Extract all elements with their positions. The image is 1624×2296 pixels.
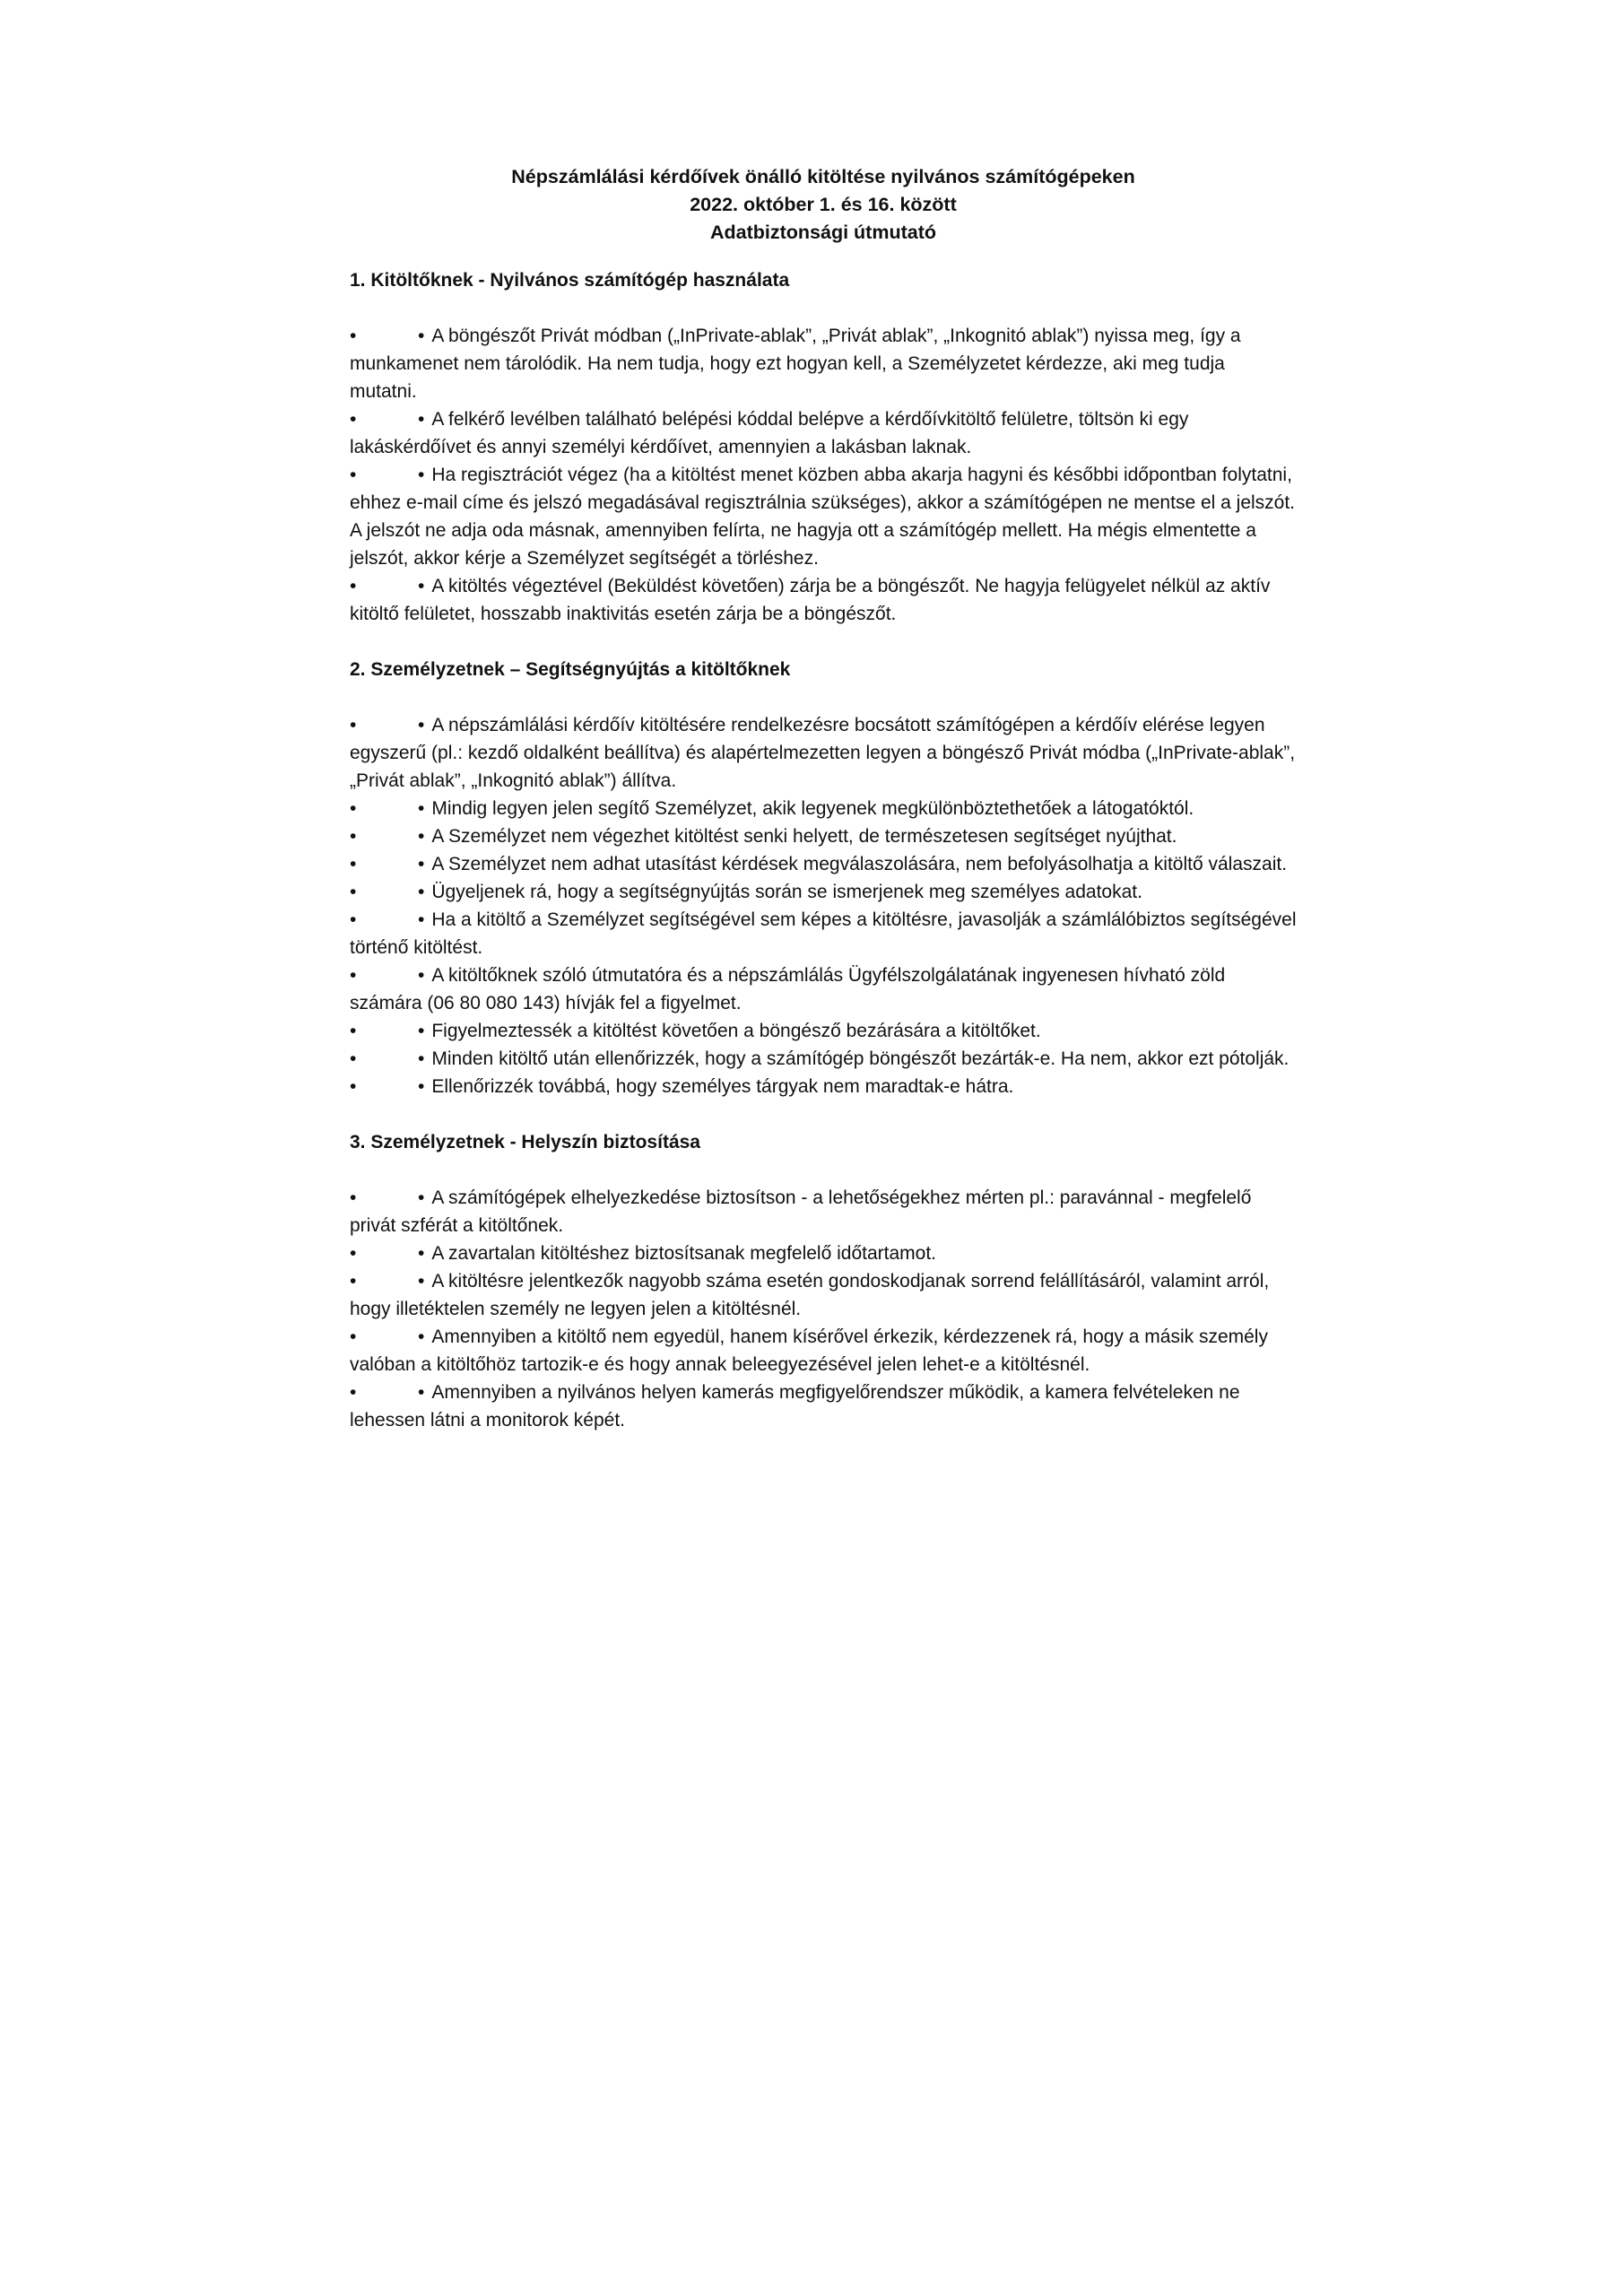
list-item	[350, 822, 1297, 850]
bullet-icon: •	[350, 1243, 357, 1264]
list-item-text: A böngészőt Privát módban („InPrivate-ablak”, „Privát ablak”, „Inkognitó ablak”) nyissa meg, így a munkamenet nem tárolódik. Ha nem tudja, hogy ezt hogyan kell, a Személyzetet kérdezze, aki meg tudja mutatni.	[350, 326, 1241, 402]
bullet-icon: •	[418, 1076, 425, 1097]
list-item	[350, 1184, 1297, 1239]
document-title-line-2: 2022. október 1. és 16. között	[690, 194, 957, 215]
list-item-text: Ellenőrizzék továbbá, hogy személyes tárgyak nem maradtak-e hátra.	[431, 1076, 1014, 1097]
list-item-text: Amennyiben a nyilvános helyen kamerás megfigyelőrendszer működik, a kamera felvételeken ne lehessen látni a monitorok képét.	[350, 1382, 1240, 1431]
bullet-icon: •	[418, 1048, 425, 1069]
bullet-icon: •	[418, 1326, 425, 1347]
list-item	[350, 461, 1297, 572]
bullet-icon: •	[350, 1021, 357, 1041]
list-item-text: A kitöltőknek szóló útmutatóra és a népszámlálás Ügyfélszolgálatának ingyenesen hívható zöld számára (06 80 080 143) hívják fel a figyelmet.	[350, 965, 1226, 1013]
list-item	[350, 1239, 1297, 1267]
list-item-text: Mindig legyen jelen segítő Személyzet, akik legyenek megkülönböztethetőek a látogatóktól.	[431, 798, 1194, 819]
document-title-line-1: Népszámlálási kérdőívek önálló kitöltése nyilvános számítógépeken	[511, 166, 1135, 187]
list-item-text: Ha a kitöltő a Személyzet segítségével sem képes a kitöltésre, javasolják a számlálóbiztos segítségével történő kitöltést.	[350, 909, 1297, 958]
list-item-text: A népszámlálási kérdőív kitöltésére rendelkezésre bocsátott számítógépen a kérdőív elérése legyen egyszerű (pl.: kezdő oldalként beállítva) és alapértelmezetten legyen a böngésző Privát módba („InPrivate-ablak”, „Privát ablak”, „Inkognitó ablak”) állítva.	[350, 715, 1296, 791]
section-heading: 1. Kitöltőknek - Nyilvános számítógép használata	[350, 270, 790, 291]
list-item	[350, 850, 1297, 878]
list-item	[350, 906, 1297, 961]
list-item-text: A számítógépek elhelyezkedése biztosítson - a lehetőségekhez mérten pl.: paravánnal - megfelelő privát szférát a kitöltőnek.	[350, 1187, 1252, 1236]
bullet-icon: •	[350, 965, 357, 986]
list-item-text: A Személyzet nem adhat utasítást kérdések megválaszolására, nem befolyásolhatja a kitöltő válaszait.	[431, 854, 1288, 874]
list-item-text: A Személyzet nem végezhet kitöltést senki helyett, de természetesen segítséget nyújthat.	[431, 826, 1177, 847]
bullet-icon: •	[418, 854, 425, 874]
list-item-text: Ügyeljenek rá, hogy a segítségnyújtás során se ismerjenek meg személyes adatokat.	[431, 882, 1142, 902]
bullet-icon: •	[418, 1243, 425, 1264]
list-item	[350, 322, 1297, 405]
list-item-text: A kitöltés végeztével (Beküldést követően) zárja be a böngészőt. Ne hagyja felügyelet nélkül az aktív kitöltő felületet, hosszabb inaktivitás esetén zárja be a böngészőt.	[350, 576, 1271, 624]
list-item	[350, 405, 1297, 461]
bullet-icon: •	[418, 715, 425, 735]
bullet-icon: •	[418, 465, 425, 485]
list-item-text: Ha regisztrációt végez (ha a kitöltést menet közben abba akarja hagyni és későbbi időpontban folytatni, ehhez e-mail címe és jelszó megadásával regisztrálnia szükséges), akkor a számítógépen ne mentse el a jelszót. A jelszót ne adja oda másnak, amennyiben felírta, ne hagyja ott a számítógép mellett. Ha mégis elmentette a jelszót, akkor kérje a Személyzet segítségét a törléshez.	[350, 465, 1296, 569]
list-item	[350, 1045, 1297, 1073]
list-item-text: Amennyiben a kitöltő nem egyedül, hanem kísérővel érkezik, kérdezzenek rá, hogy a másik személy valóban a kitöltőhöz tartozik-e és hogy annak beleegyezésével jelen lehet-e a kitöltésnél.	[350, 1326, 1268, 1375]
document-title-line-3: Adatbiztonsági útmutató	[709, 222, 936, 243]
list-item	[350, 961, 1297, 1017]
list-item	[350, 1323, 1297, 1378]
bullet-icon: •	[418, 1382, 425, 1403]
section-1	[350, 266, 1297, 628]
bullet-icon: •	[418, 882, 425, 902]
bullet-icon: •	[350, 1382, 357, 1403]
list-item	[350, 1378, 1297, 1434]
list-item	[350, 1267, 1297, 1323]
list-item	[350, 711, 1297, 795]
bullet-icon: •	[350, 576, 357, 596]
list-item	[350, 1017, 1297, 1045]
bullet-icon: •	[350, 1271, 357, 1292]
bullet-icon: •	[350, 909, 357, 930]
document-page	[350, 163, 1297, 1462]
section-heading: 2. Személyzetnek – Segítségnyújtás a kitöltőknek	[350, 659, 791, 680]
document-title-block	[350, 163, 1297, 247]
bullet-icon: •	[350, 1048, 357, 1069]
bullet-icon: •	[418, 326, 425, 346]
bullet-icon: •	[350, 826, 357, 847]
document-sections	[350, 266, 1297, 1434]
bullet-icon: •	[350, 882, 357, 902]
list-item	[350, 572, 1297, 628]
bullet-icon: •	[350, 798, 357, 819]
bullet-icon: •	[350, 326, 357, 346]
bullet-icon: •	[350, 1326, 357, 1347]
bullet-icon: •	[350, 715, 357, 735]
bullet-icon: •	[418, 409, 425, 430]
section-3	[350, 1128, 1297, 1434]
bullet-icon: •	[350, 409, 357, 430]
bullet-icon: •	[350, 1187, 357, 1208]
bullet-icon: •	[418, 1187, 425, 1208]
section-heading: 3. Személyzetnek - Helyszín biztosítása	[350, 1132, 700, 1152]
bullet-icon: •	[418, 1271, 425, 1292]
list-item-text: A zavartalan kitöltéshez biztosítsanak megfelelő időtartamot.	[431, 1243, 936, 1264]
bullet-icon: •	[418, 909, 425, 930]
list-item-text: Minden kitöltő után ellenőrizzék, hogy a számítógép böngészőt bezárták-e. Ha nem, akkor ezt pótolják.	[431, 1048, 1290, 1069]
bullet-icon: •	[418, 576, 425, 596]
list-item	[350, 795, 1297, 822]
section-2	[350, 656, 1297, 1100]
bullet-icon: •	[418, 1021, 425, 1041]
bullet-icon: •	[350, 1076, 357, 1097]
bullet-icon: •	[418, 798, 425, 819]
list-item	[350, 878, 1297, 906]
list-item	[350, 1073, 1297, 1100]
bullet-icon: •	[350, 465, 357, 485]
list-item-text: Figyelmeztessék a kitöltést követően a böngésző bezárására a kitöltőket.	[431, 1021, 1041, 1041]
bullet-icon: •	[350, 854, 357, 874]
bullet-icon: •	[418, 826, 425, 847]
list-item-text: A felkérő levélben található belépési kóddal belépve a kérdőívkitöltő felületre, töltsön ki egy lakáskérdőívet és annyi személyi kérdőívet, amennyien a lakásban laknak.	[350, 409, 1189, 457]
list-item-text: A kitöltésre jelentkezők nagyobb száma esetén gondoskodjanak sorrend felállításáról, valamint arról, hogy illetéktelen személy ne legyen jelen a kitöltésnél.	[350, 1271, 1270, 1319]
bullet-icon: •	[418, 965, 425, 986]
